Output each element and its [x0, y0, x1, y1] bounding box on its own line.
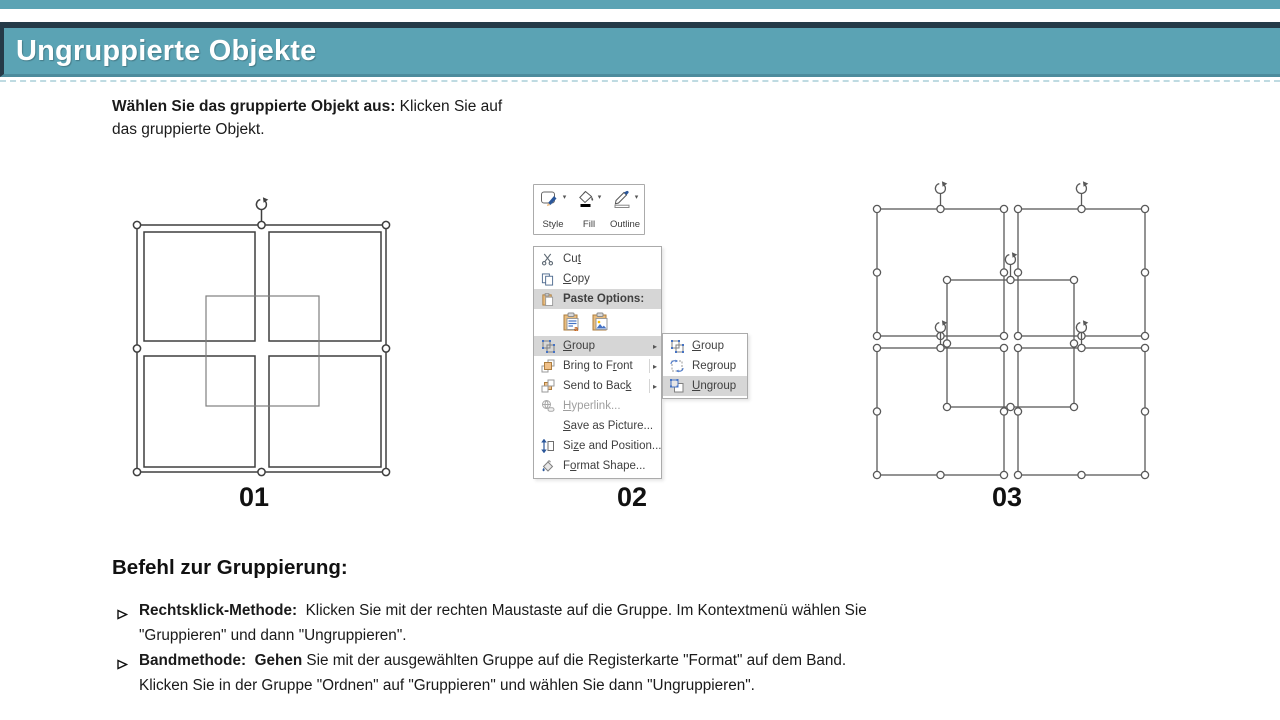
intro-bold: Wählen Sie das gruppierte Objekt aus:	[112, 98, 396, 115]
figure-label-03: 03	[992, 482, 1023, 512]
ungroup-icon	[668, 379, 685, 393]
section-heading: Befehl zur Gruppierung:	[112, 556, 348, 579]
chevron-down-icon: ▾	[597, 194, 602, 201]
fill-button[interactable]	[571, 187, 607, 232]
regroup-icon	[668, 359, 685, 373]
bullet-text: Rechtsklick-Methode: Klicken Sie mit der rechten Maustaste auf die Gruppe. Im Kontextmenü wählen Sie "Gruppieren" und dann "Ungruppieren".	[139, 602, 867, 644]
group-submenu	[662, 333, 748, 399]
copy-icon	[539, 273, 556, 286]
chevron-down-icon: ▾	[634, 194, 639, 201]
menu-item-send-to-back[interactable]	[534, 376, 661, 396]
ungrouped-square-bottom-right[interactable]	[1014, 320, 1148, 478]
list-item	[116, 649, 996, 698]
square-bottom-left[interactable]	[144, 356, 255, 467]
bullet-list	[116, 599, 996, 698]
figure-label-02: 02	[617, 482, 648, 512]
menu-item-label: Cut	[563, 253, 581, 265]
intro-text	[112, 95, 552, 141]
bullet-text: Bandmethode: Gehen Sie mit der ausgewählten Gruppe auf die Registerkarte "Format" auf dem Band. Klicken Sie in der Gruppe "Ordnen" auf "Gruppieren" und wählen Sie dann "Ungruppieren".	[139, 652, 847, 694]
menu-item-label: Group	[563, 340, 595, 352]
scissors-icon	[539, 253, 556, 266]
menu-item-format-shape[interactable]	[534, 456, 661, 476]
menu-item-label: Paste Options:	[563, 293, 645, 305]
grouped-object-figure[interactable]	[125, 183, 395, 479]
submenu-item-regroup[interactable]	[663, 356, 747, 376]
title-underline	[0, 80, 1280, 82]
menu-item-hyperlink[interactable]	[534, 396, 661, 416]
menu-item-label: Copy	[563, 273, 590, 285]
context-menu	[533, 246, 662, 479]
submenu-arrow-icon: ▸	[652, 341, 657, 351]
chevron-down-icon: ▾	[562, 194, 567, 201]
outline-icon	[612, 190, 634, 213]
mini-toolbar	[533, 184, 645, 235]
submenu-item-ungroup[interactable]	[663, 376, 747, 396]
square-center[interactable]	[206, 296, 319, 406]
ungrouped-square-bottom-left[interactable]	[873, 320, 1007, 478]
group-icon	[668, 339, 685, 353]
size-position-icon	[539, 439, 556, 453]
page-title: Ungruppierte Objekte	[16, 35, 317, 67]
style-button[interactable]	[535, 187, 571, 232]
arrow-bullet-icon	[116, 605, 129, 648]
square-top-right[interactable]	[269, 232, 381, 341]
bring-to-front-icon	[539, 359, 556, 373]
ungrouped-square-top-left[interactable]	[873, 181, 1007, 339]
hyperlink-icon	[539, 399, 556, 413]
paste-options-buttons	[534, 309, 661, 336]
submenu-item-label: Regroup	[692, 360, 737, 372]
ungrouped-objects-figure[interactable]	[860, 178, 1160, 483]
svg-text:a: a	[574, 324, 579, 332]
title-bar	[0, 22, 1280, 77]
group-selection-box[interactable]	[133, 197, 389, 475]
square-top-left[interactable]	[144, 232, 255, 341]
paste-as-picture-button[interactable]	[590, 311, 612, 333]
top-accent-strip	[0, 0, 1280, 9]
group-icon	[539, 339, 556, 353]
menu-item-group[interactable]	[534, 336, 661, 356]
menu-item-cut[interactable]	[534, 249, 661, 269]
outline-button[interactable]	[607, 187, 643, 232]
style-icon	[540, 190, 562, 213]
intro-regular-1: Klicken Sie auf	[395, 98, 503, 115]
menu-item-label: Hyperlink...	[563, 400, 621, 412]
menu-item-size-and-position[interactable]	[534, 436, 661, 456]
paste-keep-source-formatting-button[interactable]	[561, 311, 583, 333]
menu-item-save-as-picture[interactable]	[534, 416, 661, 436]
ungrouped-square-top-right[interactable]	[1014, 181, 1148, 339]
square-bottom-right[interactable]	[269, 356, 381, 467]
fill-label: Fill	[582, 219, 596, 230]
submenu-item-label: Ungroup	[692, 380, 737, 392]
submenu-item-group[interactable]	[663, 336, 747, 356]
menu-item-paste-options[interactable]	[534, 289, 661, 309]
menu-item-label: Save as Picture...	[563, 420, 654, 432]
menu-item-copy[interactable]	[534, 269, 661, 289]
ungrouped-square-center[interactable]	[943, 252, 1077, 410]
menu-item-bring-to-front[interactable]	[534, 356, 661, 376]
figure-label-01: 01	[239, 482, 270, 512]
send-to-back-icon	[539, 379, 556, 393]
list-item	[116, 599, 996, 648]
format-shape-icon	[539, 459, 556, 473]
style-label: Style	[542, 219, 564, 230]
menu-item-label: Size and Position...	[563, 440, 662, 452]
submenu-arrow-icon: ▸	[652, 361, 657, 371]
paste-icon	[539, 293, 556, 306]
menu-item-label: Bring to Front	[563, 360, 633, 372]
menu-item-label: Format Shape...	[563, 460, 646, 472]
submenu-arrow-icon: ▸	[652, 381, 657, 391]
arrow-bullet-icon	[116, 655, 129, 698]
intro-regular-2: das gruppierte Objekt.	[112, 121, 265, 138]
menu-item-label: Send to Back	[563, 380, 632, 392]
submenu-item-label: Group	[692, 340, 724, 352]
rotate-handle-icon[interactable]	[256, 197, 268, 209]
fill-icon	[577, 190, 597, 213]
outline-label: Outline	[609, 219, 641, 230]
